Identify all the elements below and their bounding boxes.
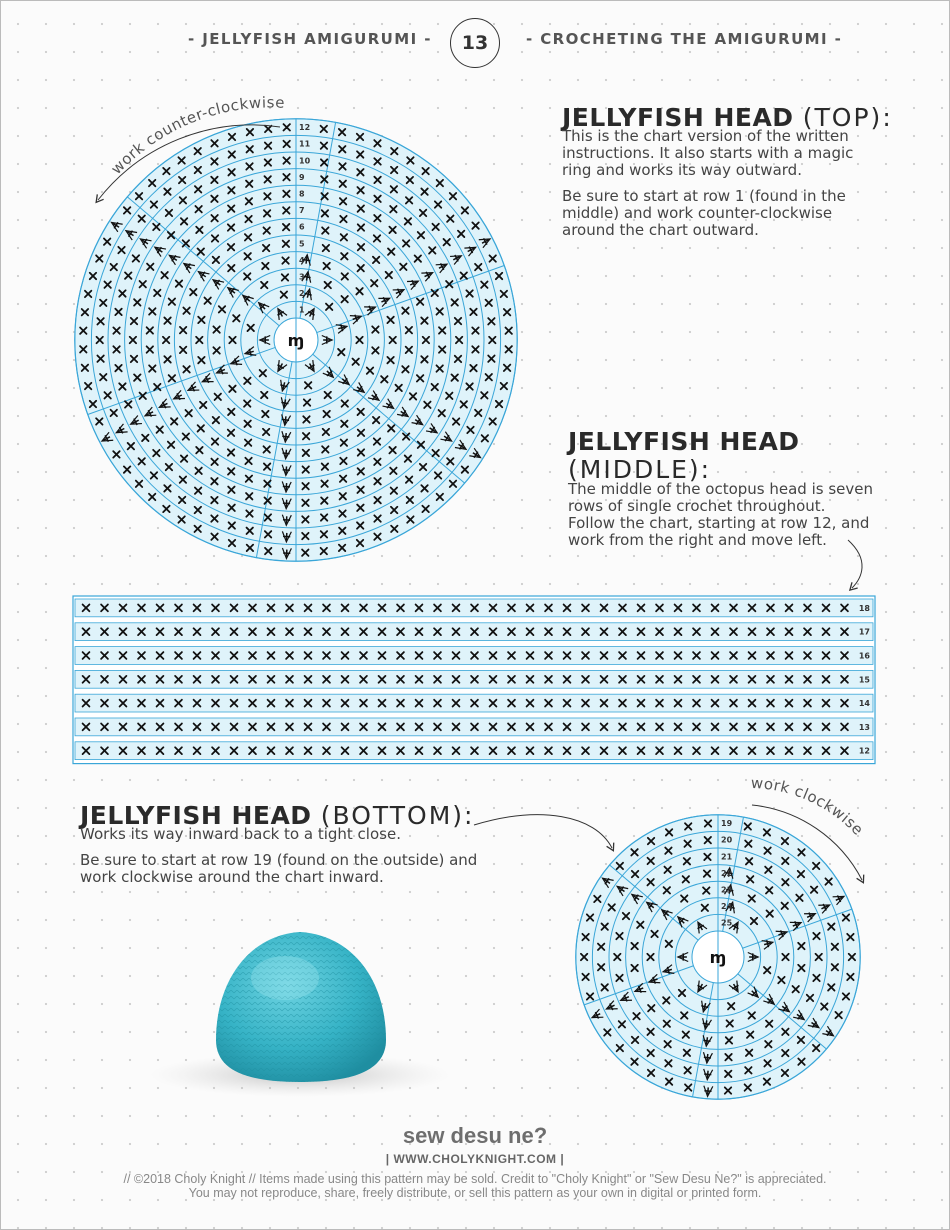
middle-pointer-arrow	[848, 540, 862, 588]
header-right-title: - CROCHETING THE AMIGURUMI -	[526, 30, 843, 48]
top-direction-label: work counter-clockwise	[107, 93, 286, 178]
row-number-label: 8	[299, 189, 305, 199]
page-number: 13	[450, 18, 500, 68]
middle-title-main: JELLYFISH HEAD	[568, 427, 800, 456]
brand-name: sew desu ne?	[402, 1123, 548, 1148]
row-number-label: 5	[299, 239, 305, 249]
top-title-main: JELLYFISH HEAD	[562, 103, 794, 132]
row-number-label: 12	[299, 123, 311, 133]
row-number-label: 7	[299, 206, 305, 216]
row-number-label: 1	[299, 305, 305, 315]
row-number-label: 25	[721, 918, 733, 928]
top-paragraph-1: This is the chart version of the written instructions. It also starts with a magic ring and works its way outward.	[562, 127, 854, 179]
row-number-label: 3	[299, 272, 305, 282]
middle-row-chart	[73, 596, 875, 764]
top-radial-chart	[75, 119, 517, 561]
bottom-direction-label: work clockwise	[750, 773, 868, 839]
row-number-label: 23	[721, 885, 733, 895]
row-number-label: 12	[858, 746, 870, 756]
magic-ring-symbol: ɱ	[287, 331, 305, 350]
website-link[interactable]: | WWW.CHOLYKNIGHT.COM |	[385, 1152, 565, 1166]
legal-notice	[0, 1172, 950, 1200]
legal-line-2: You may not reproduce, share, freely distribute, or sell this pattern as your own in digital or printed form.	[188, 1186, 762, 1200]
bottom-title-main: JELLYFISH HEAD	[80, 801, 312, 830]
row-number-label: 22	[721, 868, 733, 878]
row-number-label: 21	[721, 852, 733, 862]
bottom-radial-chart	[576, 815, 860, 1099]
row-number-label: 14	[858, 699, 870, 709]
row-number-label: 6	[299, 222, 305, 232]
row-number-label: 16	[858, 651, 870, 661]
row-number-label: 18	[858, 603, 870, 613]
row-number-label: 10	[299, 156, 311, 166]
bottom-paragraph-1: Works its way inward back to a tight close.	[80, 825, 401, 843]
row-number-label: 11	[299, 139, 311, 149]
bottom-pointer-arrow	[474, 815, 612, 848]
row-number-label: 4	[299, 255, 305, 265]
row-number-label: 15	[858, 675, 870, 685]
bottom-paragraph-2: Be sure to start at row 19 (found on the outside) and work clockwise around the chart inward.	[80, 851, 478, 886]
row-number-label: 9	[299, 172, 305, 182]
middle-title-sub: (MIDDLE):	[568, 455, 712, 484]
middle-paragraph: The middle of the octopus head is seven rows of single crochet throughout. Follow the chart, starting at row 12, and work from the right and move left.	[568, 480, 873, 549]
header-left-title: - JELLYFISH AMIGURUMI -	[188, 30, 432, 48]
legal-line-1: // ©2018 Choly Knight // Items made using this pattern may be sold. Credit to "Choly Knight" or "Sew Desu Ne?" is appreciated.	[123, 1172, 827, 1186]
top-title-sub: (TOP):	[802, 103, 893, 132]
row-number-label: 19	[721, 819, 733, 829]
row-number-label: 24	[721, 902, 733, 912]
top-paragraph-2: Be sure to start at row 1 (found in the middle) and work counter-clockwise around the chart outward.	[562, 187, 846, 239]
magic-ring-symbol: ɱ	[709, 948, 727, 967]
row-number-label: 20	[721, 835, 733, 845]
row-number-label: 2	[299, 289, 305, 299]
bottom-title-sub: (BOTTOM):	[320, 801, 475, 830]
row-number-label: 13	[858, 722, 870, 732]
row-number-label: 17	[858, 627, 870, 637]
jellyfish-head-photo	[150, 932, 450, 1097]
